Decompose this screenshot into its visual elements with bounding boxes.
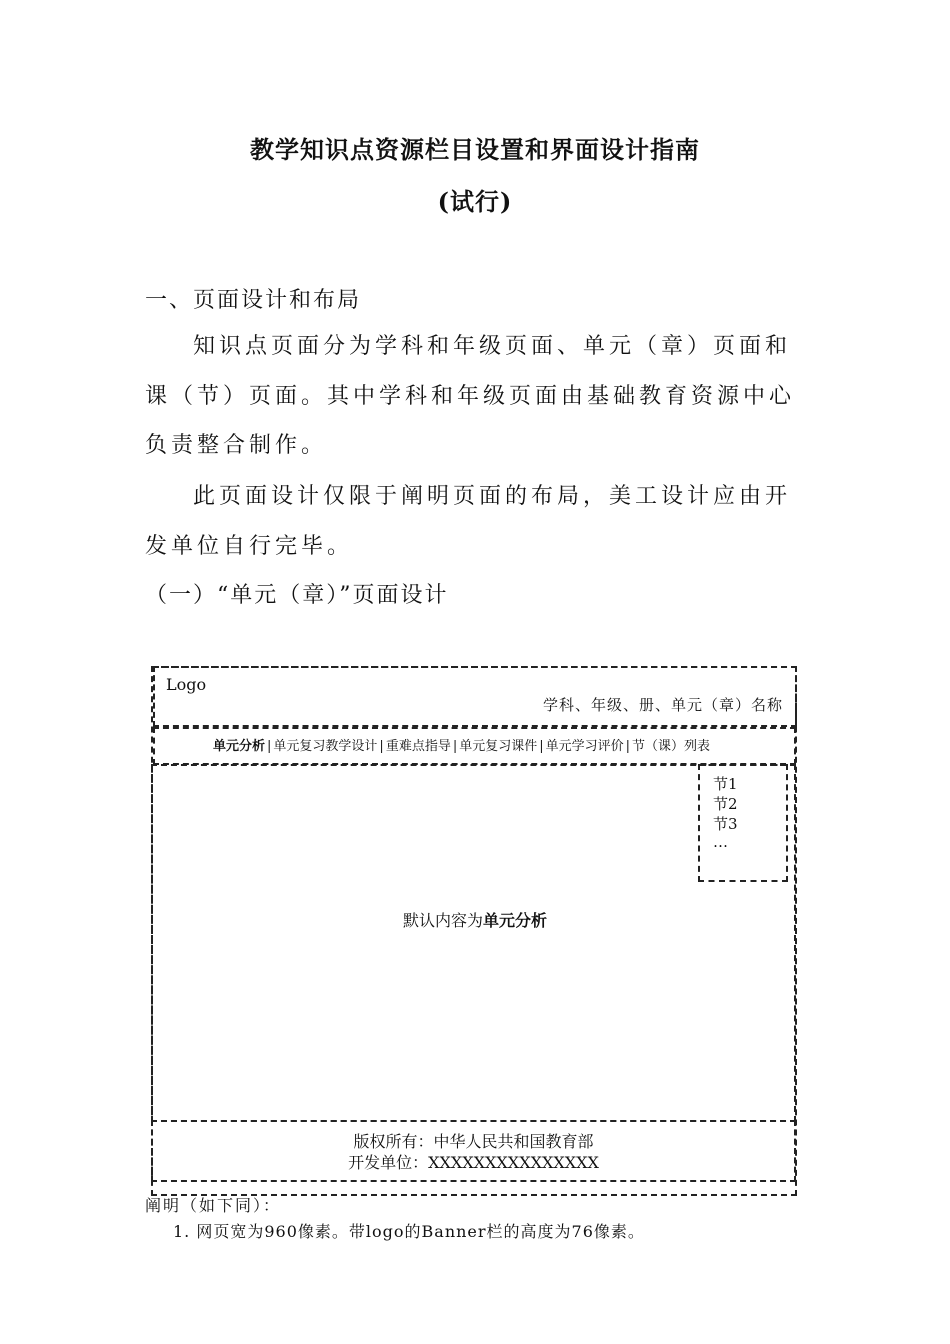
notes-label: 阐明（如下同）： xyxy=(145,1196,282,1215)
nav-item-unit-analysis: 单元分析 xyxy=(213,739,266,754)
section-list-box xyxy=(698,764,788,882)
subsection-heading: （一）“单元（章）”页面设计 xyxy=(145,583,449,608)
developer-text: 开发单位：XXXXXXXXXXXXXXX xyxy=(348,1153,599,1172)
section-item: 节3 xyxy=(713,815,738,833)
default-prefix: 默认内容为 xyxy=(402,911,483,930)
paragraph-1: 知识点页面分为学科和年级页面、单元（章）页面和课（节）页面。其中学科和年级页面由基础教育资源中心负责整合制作。 xyxy=(145,334,796,458)
section-heading: 一、页面设计和布局 xyxy=(145,288,362,313)
section-item: 节2 xyxy=(713,795,738,813)
nav-item-review-design: 单元复习教学设计 xyxy=(273,739,378,754)
subject-title: 学科、年级、册、单元（章）名称 xyxy=(542,696,783,714)
section-item-ellipsis: … xyxy=(713,833,728,851)
default-bold: 单元分析 xyxy=(483,911,548,930)
section-item: 节1 xyxy=(713,775,738,793)
nav-menu: 单元分析 | 单元复习教学设计 | 重难点指导 | 单元复习课件 | 单元学习评价 | 节（课）列表 xyxy=(213,739,711,754)
nav-item-review-courseware: 单元复习课件 xyxy=(459,739,538,754)
note-item-1: 1. 网页宽为960像素。带logo的Banner栏的高度为76像素。 xyxy=(173,1222,645,1241)
document-subtitle: (试行) xyxy=(437,187,513,216)
default-content-text xyxy=(0,908,950,931)
nav-item-key-points: 重难点指导 xyxy=(385,739,451,754)
logo-label: Logo xyxy=(166,675,207,694)
nav-item-section-list: 节（课）列表 xyxy=(632,739,711,754)
nav-item-assessment: 单元学习评价 xyxy=(545,739,624,754)
document-title: 教学知识点资源栏目设置和界面设计指南 xyxy=(250,135,700,164)
paragraph-2: 此页面设计仅限于阐明页面的布局，美工设计应由开发单位自行完毕。 xyxy=(145,484,792,559)
copyright-text: 版权所有：中华人民共和国教育部 xyxy=(353,1132,594,1151)
